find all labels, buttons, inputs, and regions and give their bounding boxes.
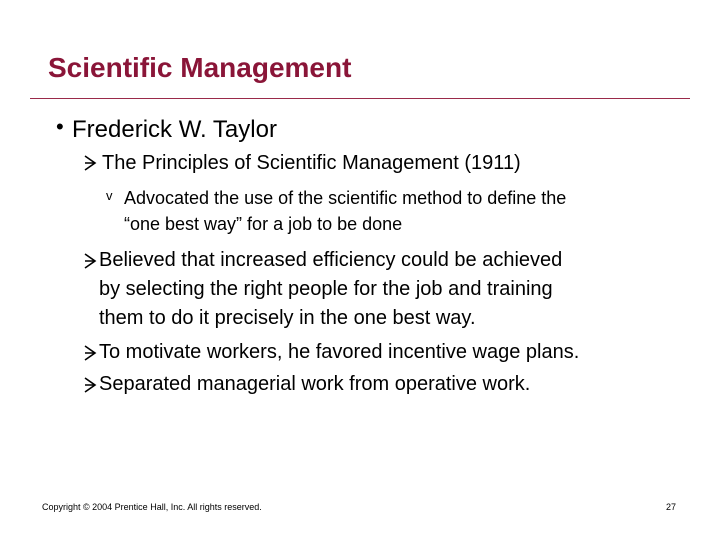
arrow-bullet-icon — [83, 345, 97, 361]
bullet-text-line: by selecting the right people for the job and training — [99, 278, 553, 300]
bullet-text: The Principles of Scientific Management (1911) — [102, 152, 521, 174]
round-bullet-icon: • — [56, 114, 64, 139]
arrow-bullet-icon — [83, 155, 97, 171]
bullet-text: To motivate workers, he favored incentive wage plans. — [99, 341, 580, 363]
arrow-bullet-icon — [83, 253, 97, 269]
title-divider — [30, 98, 690, 99]
bullet-text: Frederick W. Taylor — [72, 116, 277, 143]
bullet-text: Separated managerial work from operative work. — [99, 373, 531, 395]
slide-title: Scientific Management — [48, 52, 352, 83]
checkmark-bullet-icon: v — [106, 188, 113, 203]
bullet-text-line: Advocated the use of the scientific method to define the — [124, 188, 567, 208]
bullet-text-line: Believed that increased efficiency could be achieved — [99, 249, 563, 271]
page-number: 27 — [666, 502, 677, 512]
bullet-text-line: them to do it precisely in the one best way. — [99, 307, 476, 329]
copyright-notice: Copyright © 2004 Prentice Hall, Inc. All rights reserved. — [42, 502, 262, 512]
arrow-bullet-icon — [83, 377, 97, 393]
bullet-text-line: “one best way” for a job to be done — [124, 214, 403, 234]
